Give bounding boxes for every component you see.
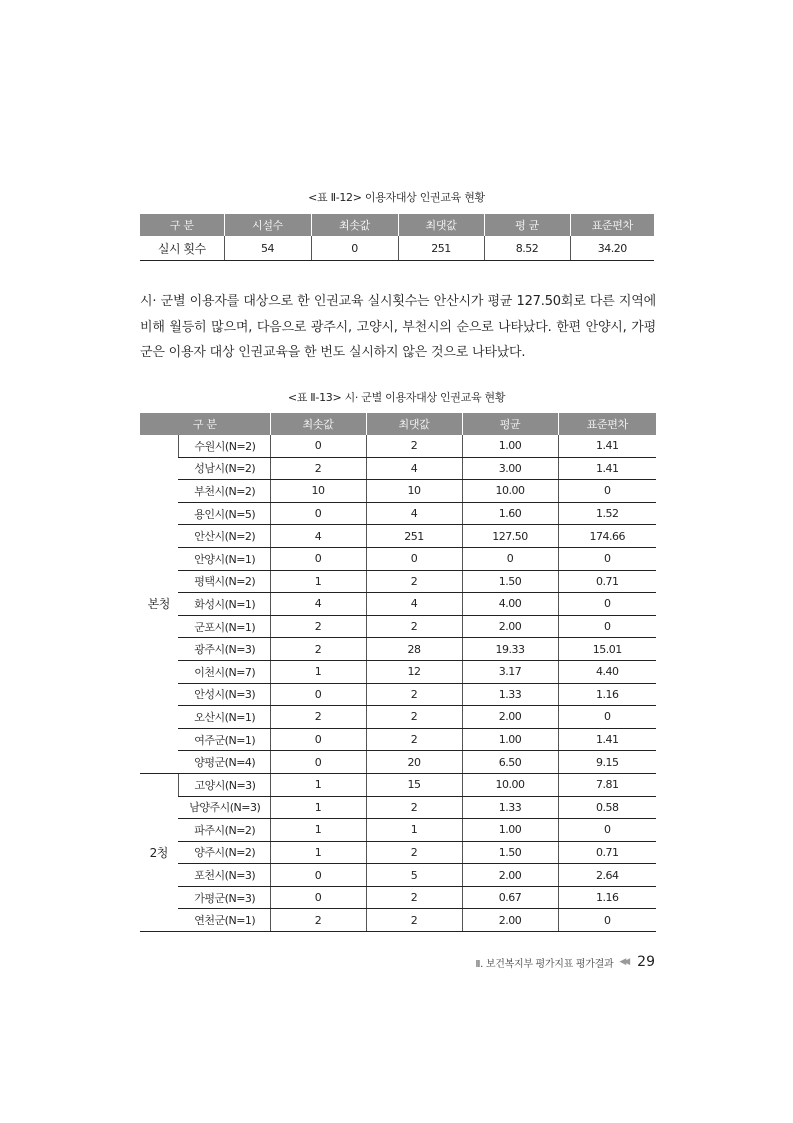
table-cell: 7.81	[558, 773, 656, 796]
region-name: 안양시(N=1)	[178, 547, 270, 570]
table-cell: 2	[366, 796, 462, 819]
table12-cell: 34.20	[570, 236, 654, 261]
table-row	[140, 886, 656, 909]
table12-cell: 0	[311, 236, 398, 261]
arrow-left-icon: ◀◀	[619, 957, 628, 967]
table-cell: 0	[366, 547, 462, 570]
table-cell: 0	[270, 502, 366, 525]
table-cell: 2	[270, 909, 366, 932]
table-cell: 1.16	[558, 886, 656, 909]
table-row	[140, 570, 656, 593]
table-cell: 3.17	[462, 660, 558, 683]
table12-header: 최댓값	[398, 214, 484, 236]
table13	[140, 413, 656, 932]
table-cell: 0	[270, 864, 366, 887]
table12-cell: 54	[224, 236, 311, 261]
region-name: 파주시(N=2)	[178, 819, 270, 842]
table-row	[140, 864, 656, 887]
table-cell: 9.15	[558, 751, 656, 774]
table-row	[140, 660, 656, 683]
table-cell: 1	[366, 819, 462, 842]
region-name: 여주군(N=1)	[178, 728, 270, 751]
table-cell: 1.33	[462, 683, 558, 706]
table-row	[140, 435, 656, 457]
region-name: 가평군(N=3)	[178, 886, 270, 909]
table-cell: 2	[270, 706, 366, 729]
table-row	[140, 480, 656, 503]
table13-header-row	[140, 413, 656, 435]
region-name: 광주시(N=3)	[178, 638, 270, 661]
table-cell: 15.01	[558, 638, 656, 661]
table12-header-row	[140, 214, 654, 236]
region-name: 오산시(N=1)	[178, 706, 270, 729]
table-cell: 0	[558, 547, 656, 570]
table13-header: 최솟값	[270, 413, 366, 435]
table-cell: 0	[270, 435, 366, 457]
table-cell: 1.00	[462, 819, 558, 842]
table-cell: 0.67	[462, 886, 558, 909]
table-cell: 1.00	[462, 435, 558, 457]
table12-header: 평 균	[484, 214, 570, 236]
table-cell: 19.33	[462, 638, 558, 661]
group-label: 2청	[140, 773, 178, 931]
table-cell: 1	[270, 796, 366, 819]
table-cell: 4	[366, 457, 462, 480]
table-cell: 2	[366, 728, 462, 751]
table12-cell: 실시 횟수	[140, 236, 224, 261]
table13-header: 평균	[462, 413, 558, 435]
table-cell: 2.00	[462, 706, 558, 729]
table-cell: 2	[366, 886, 462, 909]
table-cell: 1.41	[558, 728, 656, 751]
table-cell: 0	[270, 547, 366, 570]
table-cell: 0.71	[558, 570, 656, 593]
table-cell: 2.00	[462, 909, 558, 932]
body-paragraph: 시· 군별 이용자를 대상으로 한 인권교육 실시횟수는 안산시가 평균 127.50회로 다른 지역에 비해 월등히 많으며, 다음으로 광주시, 고양시, 부천시의 순으로 나타났다. 한편 안양시, 가평군은 이용자 대상 인권교육을 한 번도 실시하지 않은 것으로 나타났다.	[140, 294, 656, 360]
table-cell: 20	[366, 751, 462, 774]
table-cell: 5	[366, 864, 462, 887]
table-cell: 4.40	[558, 660, 656, 683]
table-row	[140, 502, 656, 525]
table-cell: 2	[270, 457, 366, 480]
region-name: 성남시(N=2)	[178, 457, 270, 480]
table-row	[140, 457, 656, 480]
table-cell: 10.00	[462, 773, 558, 796]
table-cell: 0.71	[558, 841, 656, 864]
table-cell: 0	[270, 683, 366, 706]
table-cell: 28	[366, 638, 462, 661]
table-row	[140, 909, 656, 932]
table-cell: 2	[366, 909, 462, 932]
table13-header: 표준편차	[558, 413, 656, 435]
table-cell: 2	[270, 638, 366, 661]
region-name: 양주시(N=2)	[178, 841, 270, 864]
table-cell: 2.00	[462, 615, 558, 638]
table13-header: 구 분	[140, 413, 270, 435]
table-row	[140, 796, 656, 819]
table-row	[140, 547, 656, 570]
table-cell: 251	[366, 525, 462, 548]
table-cell: 2	[366, 570, 462, 593]
table-cell: 4	[366, 593, 462, 616]
table-cell: 1	[270, 819, 366, 842]
region-name: 부천시(N=2)	[178, 480, 270, 503]
table-cell: 174.66	[558, 525, 656, 548]
table-cell: 0	[270, 886, 366, 909]
table-cell: 1.16	[558, 683, 656, 706]
table-cell: 0	[558, 909, 656, 932]
table-cell: 1.50	[462, 841, 558, 864]
table-cell: 1.52	[558, 502, 656, 525]
table-cell: 0	[558, 480, 656, 503]
region-name: 포천시(N=3)	[178, 864, 270, 887]
table-cell: 0	[558, 706, 656, 729]
table13-body	[140, 435, 656, 932]
table-cell: 4.00	[462, 593, 558, 616]
table-row	[140, 525, 656, 548]
table-cell: 2	[366, 615, 462, 638]
region-name: 군포시(N=1)	[178, 615, 270, 638]
table-row	[140, 615, 656, 638]
table-cell: 4	[270, 593, 366, 616]
region-name: 고양시(N=3)	[178, 773, 270, 796]
page-number: 29	[637, 954, 655, 970]
table-row	[140, 706, 656, 729]
table-cell: 2	[366, 435, 462, 457]
table-cell: 15	[366, 773, 462, 796]
table-cell: 2	[366, 706, 462, 729]
table12-cell: 251	[398, 236, 484, 261]
table12	[140, 214, 654, 261]
region-name: 안성시(N=3)	[178, 683, 270, 706]
table12-row	[140, 236, 654, 261]
region-name: 화성시(N=1)	[178, 593, 270, 616]
table-cell: 0	[558, 593, 656, 616]
region-name: 안산시(N=2)	[178, 525, 270, 548]
table-cell: 0	[270, 751, 366, 774]
table-row	[140, 593, 656, 616]
group-label: 본청	[140, 435, 178, 773]
table-cell: 1.00	[462, 728, 558, 751]
region-name: 평택시(N=2)	[178, 570, 270, 593]
table-cell: 3.00	[462, 457, 558, 480]
table-cell: 6.50	[462, 751, 558, 774]
table12-caption: <표 Ⅱ-12> 이용자대상 인권교육 현황	[308, 191, 485, 204]
table-cell: 1.50	[462, 570, 558, 593]
table13-caption: <표 Ⅱ-13> 시· 군별 이용자대상 인권교육 현황	[287, 391, 506, 404]
table-cell: 12	[366, 660, 462, 683]
table-cell: 4	[366, 502, 462, 525]
table-row	[140, 683, 656, 706]
table-cell: 2	[366, 841, 462, 864]
table-cell: 1	[270, 660, 366, 683]
table-row	[140, 638, 656, 661]
page-footer	[476, 954, 656, 970]
region-name: 남양주시(N=3)	[178, 796, 270, 819]
table-cell: 0	[558, 615, 656, 638]
table12-cell: 8.52	[484, 236, 570, 261]
region-name: 연천군(N=1)	[178, 909, 270, 932]
region-name: 용인시(N=5)	[178, 502, 270, 525]
table-cell: 0	[558, 819, 656, 842]
table-row	[140, 841, 656, 864]
footer-text: Ⅱ. 보건복지부 평가지표 평가결과	[475, 958, 614, 970]
table12-header: 최솟값	[311, 214, 398, 236]
table-cell: 10	[270, 480, 366, 503]
table-row	[140, 819, 656, 842]
table-row	[140, 751, 656, 774]
table-cell: 2.64	[558, 864, 656, 887]
table-cell: 10.00	[462, 480, 558, 503]
table-cell: 2	[366, 683, 462, 706]
table-cell: 0	[462, 547, 558, 570]
table12-header: 표준편차	[570, 214, 654, 236]
table-cell: 0.58	[558, 796, 656, 819]
table-cell: 1	[270, 570, 366, 593]
table-cell: 1	[270, 841, 366, 864]
table-cell: 4	[270, 525, 366, 548]
table-cell: 0	[270, 728, 366, 751]
table-cell: 2	[270, 615, 366, 638]
table-cell: 2.00	[462, 864, 558, 887]
table-cell: 1	[270, 773, 366, 796]
table12-header: 구 분	[140, 214, 224, 236]
table12-header: 시설수	[224, 214, 311, 236]
table-row	[140, 773, 656, 796]
region-name: 양평군(N=4)	[178, 751, 270, 774]
table-cell: 10	[366, 480, 462, 503]
table13-header: 최댓값	[366, 413, 462, 435]
table-cell: 127.50	[462, 525, 558, 548]
region-name: 수원시(N=2)	[178, 435, 270, 457]
table-cell: 1.41	[558, 457, 656, 480]
table-row	[140, 728, 656, 751]
table-cell: 1.41	[558, 435, 656, 457]
table-cell: 1.60	[462, 502, 558, 525]
table-cell: 1.33	[462, 796, 558, 819]
region-name: 이천시(N=7)	[178, 660, 270, 683]
